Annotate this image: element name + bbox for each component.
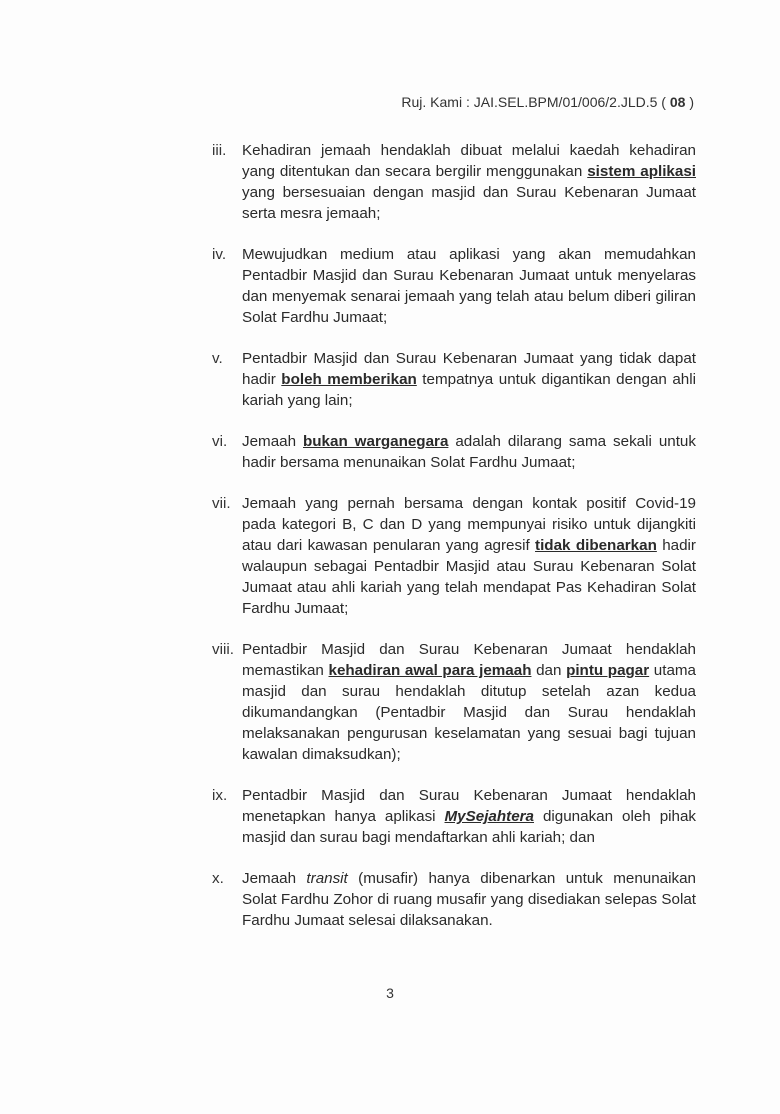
text-run: yang bersesuaian dengan masjid dan Surau Kebenaran Jumaat serta mesra jemaah; [242,184,696,222]
guideline-list [212,140,696,951]
list-item [212,785,696,848]
ref-number: 08 [669,94,686,110]
list-item-text [242,140,696,224]
list-item-text [242,244,696,328]
text-run: dan [531,662,567,679]
list-item-numeral: iii. [212,142,227,159]
text-run: Kehadiran jemaah hendaklah dibuat melalui kaedah kehadiran yang ditentukan dan secara bergilir menggunakan [242,142,696,180]
list-item-text [242,431,696,473]
text-run: Mewujudkan medium atau aplikasi yang akan memudahkan Pentadbir Masjid dan Surau Kebenaran Jumaat untuk menyelaras dan menyemak senarai jemaah yang telah atau belum diberi giliran Solat Fardhu Jumaat; [242,246,696,326]
list-item-text [242,493,696,619]
list-item [212,639,696,765]
list-item-text [242,868,696,931]
list-item-numeral: vi. [212,433,228,450]
list-item [212,244,696,328]
list-item [212,868,696,931]
ref-close: ) [689,94,694,110]
list-item-numeral: iv. [212,246,227,263]
reference-number [401,94,694,110]
emphasized-text: kehadiran awal para jemaah [328,662,532,679]
text-run: Jemaah yang pernah bersama dengan kontak positif Covid-19 pada kategori B, C dan D yang mempunyai risiko untuk dijangkiti atau dari kawasan penularan yang agresif [242,495,696,554]
text-run: Jemaah [242,433,303,450]
text-run: adalah dilarang sama sekali untuk hadir bersama menunaikan Solat Fardhu Jumaat; [242,433,696,471]
emphasized-text: transit [306,870,348,887]
page-number: 3 [386,985,394,1001]
text-run: (musafir) hanya dibenarkan untuk menunaikan Solat Fardhu Zohor di ruang musafir yang disediakan selepas Solat Fardhu Jumaat selesai dilaksanakan. [242,870,696,929]
text-run: Pentadbir Masjid dan Surau Kebenaran Jumaat yang tidak dapat hadir [242,350,696,388]
list-item-text [242,639,696,765]
emphasized-text: tidak dibenarkan [535,537,657,554]
list-item-numeral: x. [212,870,224,887]
text-run: digunakan oleh pihak masjid dan surau bagi mendaftarkan ahli kariah; dan [242,808,697,846]
text-run: Pentadbir Masjid dan Surau Kebenaran Jumaat hendaklah menetapkan hanya aplikasi [242,787,696,825]
list-item-numeral: v. [212,350,223,367]
list-item-numeral: ix. [212,787,228,804]
text-run: hadir walaupun sebagai Pentadbir Masjid atau Surau Kebenaran Solat Jumaat atau ahli kariah yang telah mendapat Pas Kehadiran Solat Fardhu Jumaat; [242,537,696,617]
list-item [212,493,696,619]
text-run: Pentadbir Masjid dan Surau Kebenaran Jumaat hendaklah memastikan [242,641,696,679]
emphasized-text: pintu pagar [566,662,650,679]
emphasized-text: MySejahtera [444,808,534,825]
emphasized-text: sistem aplikasi [587,163,696,180]
text-run: utama masjid dan surau hendaklah ditutup setelah azan kedua dikumandangkan (Pentadbir Masjid dan Surau hendaklah melaksanakan pengurusan keselamatan yang sesuai bagi tujuan kawalan dimaksudkan); [242,662,696,763]
emphasized-text: bukan warganegara [303,433,449,450]
list-item [212,431,696,473]
emphasized-text: boleh memberikan [281,371,417,388]
list-item [212,140,696,224]
ref-code: : JAI.SEL.BPM/01/006/2.JLD.5 ( [465,94,666,110]
list-item-text [242,348,696,411]
list-item-numeral: viii. [212,641,234,658]
text-run: Jemaah [242,870,307,887]
text-run: tempatnya untuk digantikan dengan ahli kariah yang lain; [242,371,696,409]
list-item [212,348,696,411]
ref-label: Ruj. Kami [401,94,463,110]
list-item-numeral: vii. [212,495,231,512]
list-item-text [242,785,696,848]
